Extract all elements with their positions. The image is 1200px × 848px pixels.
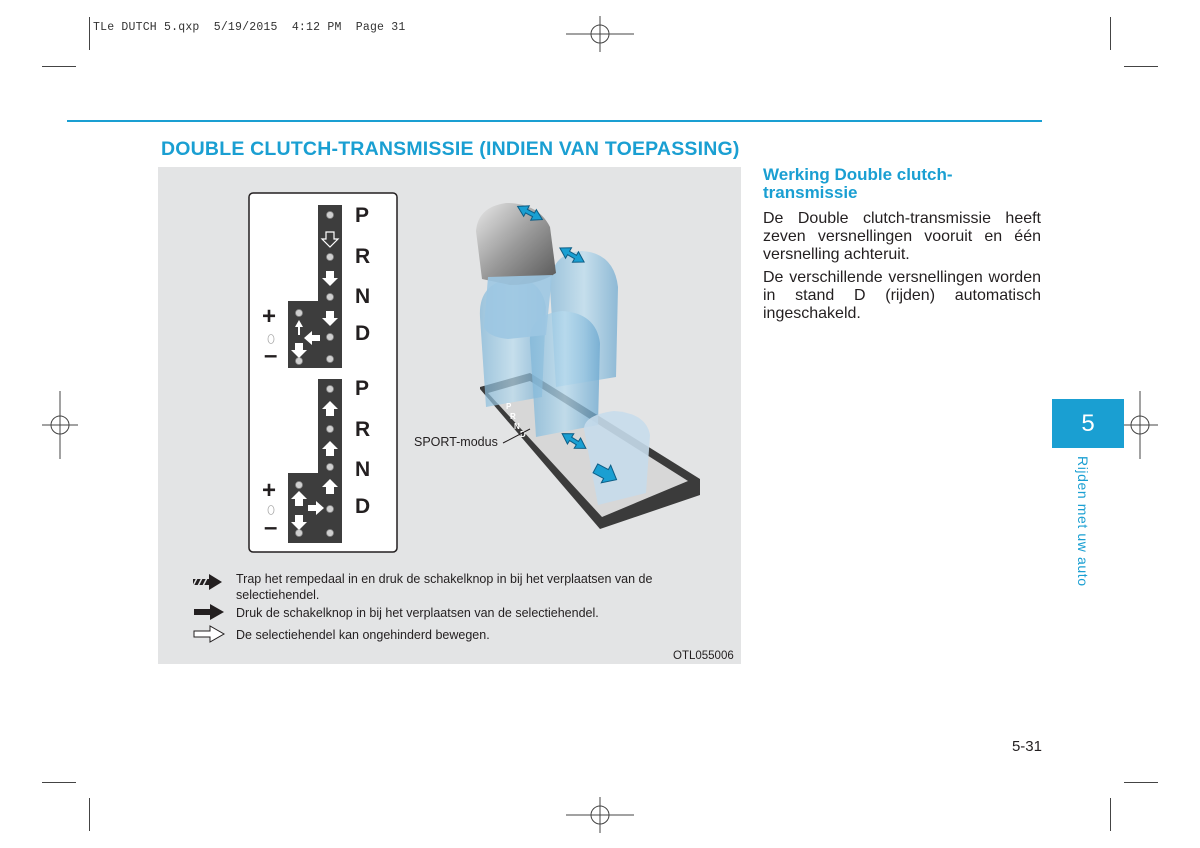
gate-upper-p: P [355,204,370,227]
shifter-figure [158,167,741,664]
header-rule [67,120,1042,122]
gate-lower-minus: – [264,514,278,541]
outline-arrow-icon [194,626,224,642]
gate-upper-n: N [355,285,371,308]
chapter-label: Rijden met uw auto [1075,456,1091,587]
solid-arrow-icon [194,604,224,620]
svg-text:N: N [514,422,520,431]
gate-upper-plus: + [262,303,277,330]
legend-item-3: De selectiehendel kan ongehinderd bewegen. [236,628,490,642]
sport-label: SPORT-modus [414,435,498,449]
svg-text:R: R [510,412,516,421]
gate-lower-r: R [355,418,371,441]
legend-item-1: Trap het rempedaal in en druk de schakelknop in bij het verplaatsen van de selectiehendel. [236,572,653,602]
striped-arrow-icon [192,574,222,590]
page-number: 5-31 [1011,738,1042,755]
gate-lower-plus: + [262,477,277,504]
main-knob [476,203,556,285]
gate-upper-minus: – [264,342,278,369]
chapter-tab [1052,399,1124,448]
gate-lower-n: N [355,458,371,481]
gate-lower-d: D [355,495,371,518]
gate-upper-d: D [355,322,371,345]
gate-upper-r: R [355,245,371,268]
gate-lower-p: P [355,377,370,400]
section-title: DOUBLE CLUTCH-TRANSMISSIE (INDIEN VAN TOEPASSING) [161,138,740,160]
sub-heading: Werking Double clutch-transmissie [763,165,953,202]
legend-item-2: Druk de schakelknop in bij het verplaatsen van de selectiehendel. [236,606,599,620]
svg-text:D: D [520,430,526,439]
figure-code: OTL055006 [673,650,734,662]
paragraph-2: De verschillende versnellingen worden in stand D (rijden) automatisch ingeschakeld. [763,269,1041,322]
paragraph-1: De Double clutch-transmissie heeft zeven versnellingen vooruit en één versnelling achteruit. [763,210,1041,263]
print-info: TLe DUTCH 5.qxp 5/19/2015 4:12 PM Page 31 [93,21,406,34]
chapter-number: 5 [1081,409,1095,437]
svg-text:P: P [506,402,512,411]
